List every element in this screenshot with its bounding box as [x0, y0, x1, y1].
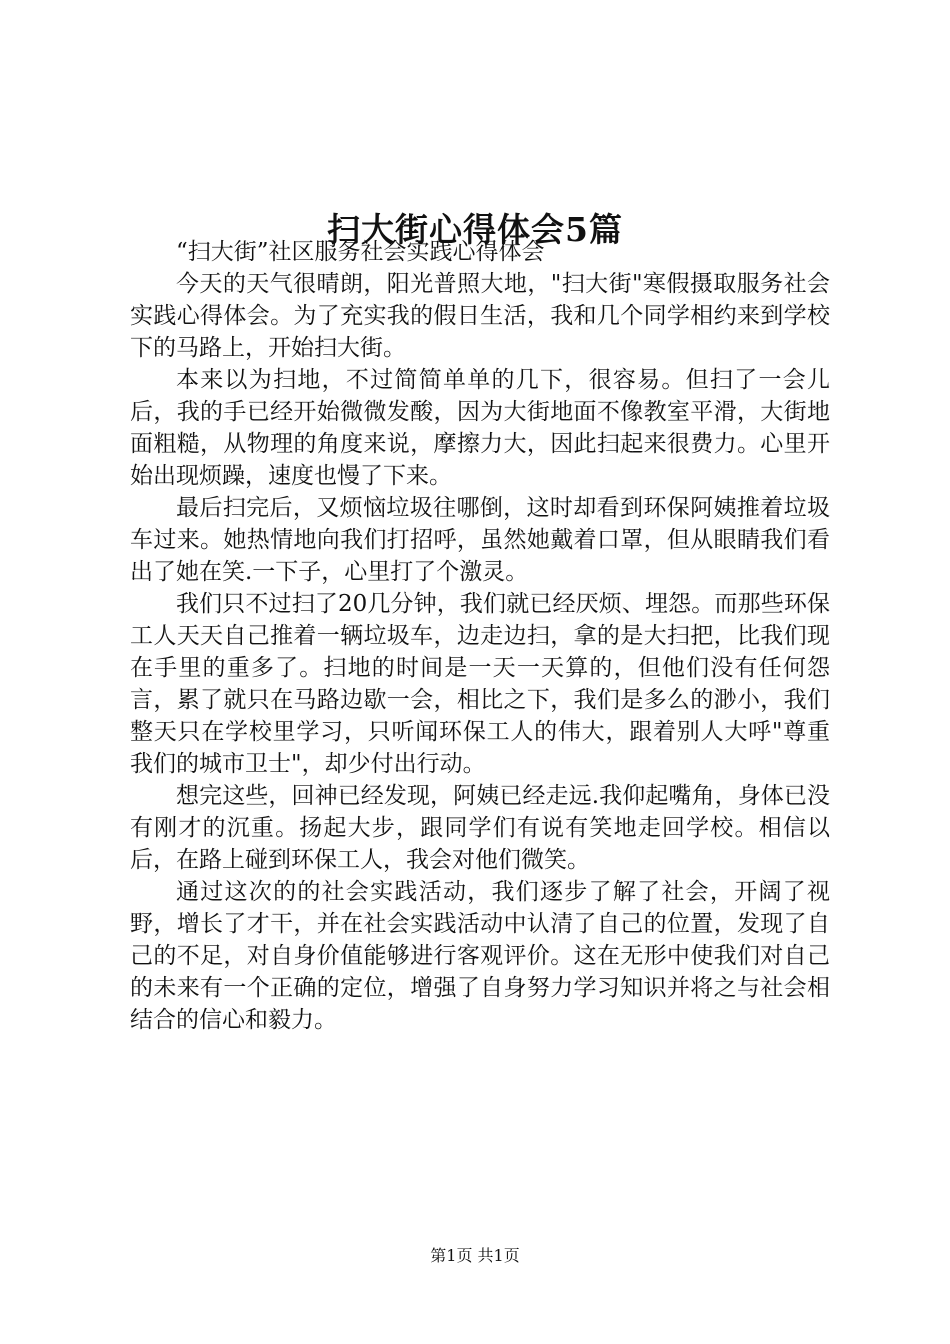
- document-title: 扫大街心得体会5篇: [327, 210, 623, 250]
- paragraph: 通过这次的的社会实践活动，我们逐步了解了社会，开阔了视野，增长了才干，并在社会实践活动中认清了自己的位置，发现了自己的不足，对自身价值能够进行客观评价。这在无形中使我们对自己的未来有一个正确的定位，增强了自身努力学习知识并将之与社会相结合的信心和毅力。: [130, 879, 830, 1033]
- paragraph: 想完这些，回神已经发现，阿姨已经走远.我仰起嘴角，身体已没有刚才的沉重。扬起大步，跟同学们有说有笑地走回学校。相信以后，在路上碰到环保工人，我会对他们微笑。: [130, 783, 830, 873]
- paragraph: 本来以为扫地，不过简简单单的几下，很容易。但扫了一会儿后，我的手已经开始微微发酸，因为大街地面不像教室平滑，大街地面粗糙，从物理的角度来说，摩擦力大，因此扫起来很费力。心里开始出现烦躁，速度也慢了下来。: [130, 367, 830, 489]
- document-body: [130, 236, 830, 1036]
- paragraph: 今天的天气很晴朗，阳光普照大地，"扫大街"寒假摄取服务社会实践心得体会。为了充实我的假日生活，我和几个同学相约来到学校下的马路上，开始扫大街。: [130, 271, 830, 361]
- paragraph: 我们只不过扫了20几分钟，我们就已经厌烦、埋怨。而那些环保工人天天自己推着一辆垃圾车，边走边扫，拿的是大扫把，比我们现在手里的重多了。扫地的时间是一天一天算的，但他们没有任何怨言，累了就只在马路边歇一会，相比之下，我们是多么的渺小，我们整天只在学校里学习，只听闻环保工人的伟大，跟着别人大呼"尊重我们的城市卫士"，却少付出行动。: [130, 591, 830, 777]
- paragraph: 最后扫完后，又烦恼垃圾往哪倒，这时却看到环保阿姨推着垃圾车过来。她热情地向我们打招呼，虽然她戴着口罩，但从眼睛我们看出了她在笑.一下子，心里打了个激灵。: [130, 495, 830, 585]
- page-footer: 第1页 共1页: [430, 1246, 520, 1265]
- document-subtitle: “扫大街”社区服务社会实践心得体会: [176, 239, 545, 265]
